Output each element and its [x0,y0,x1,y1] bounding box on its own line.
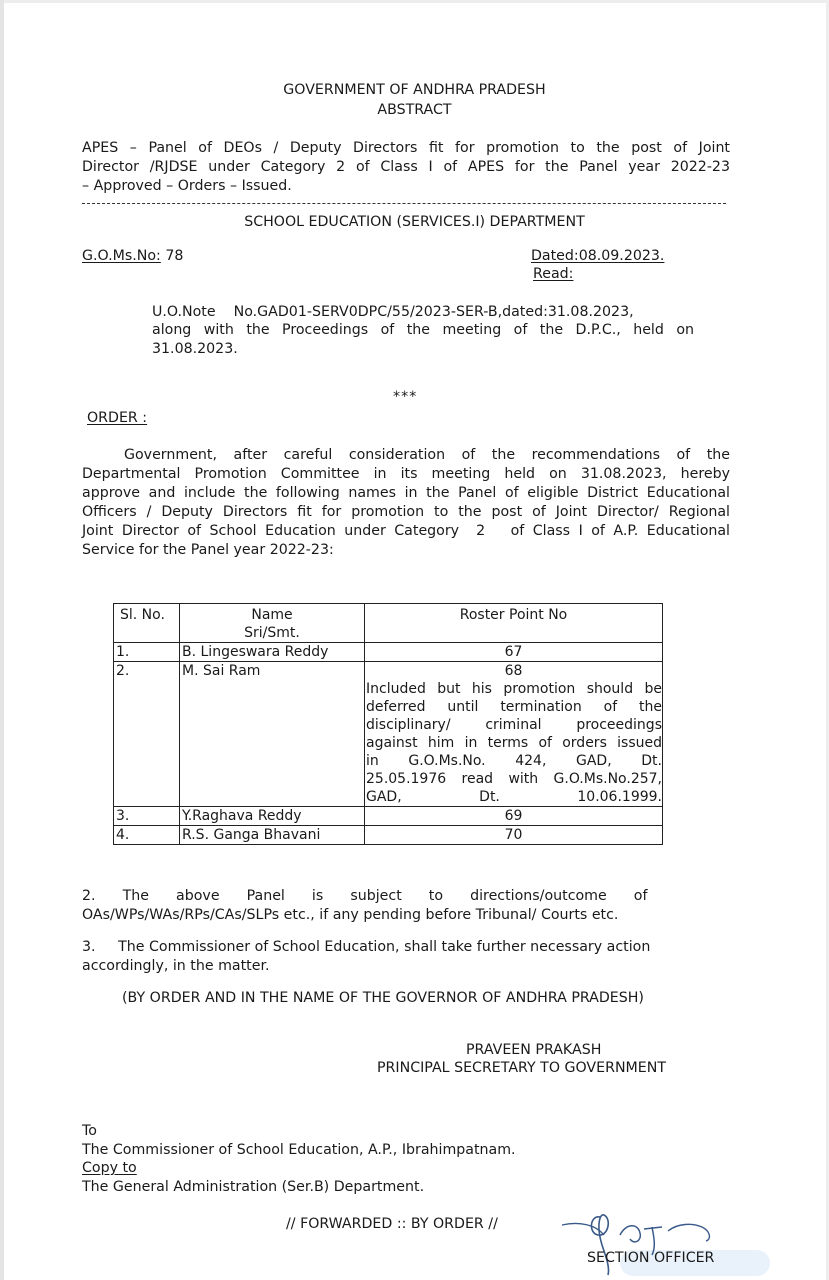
row-4-roster: 70 [365,826,663,845]
go-number-value: 78 [160,248,184,264]
remark-line: in G.O.Ms.No. 424, GAD, Dt. [366,753,662,769]
remark-line: GAD, Dt. 10.06.1999. [366,789,662,805]
row-3-name: Y.Raghava Reddy [180,807,365,826]
order-para-line-5: Joint Director of School Education under Category 2 of Class I of A.P. Educational [82,523,730,539]
row-1-name: B. Lingeswara Reddy [180,643,365,662]
row-1-sl: 1. [114,643,180,662]
handwritten-signature [560,1205,730,1280]
header-name-label: Name [251,607,293,623]
copy-to-label: Copy to [82,1160,137,1176]
row-3-sl: 3. [114,807,180,826]
header-name [180,604,365,643]
to-addressee: The Commissioner of School Education, A.P., Ibrahimpatnam. [82,1142,516,1158]
reference-line-2: along with the Proceedings of the meeting of the D.P.C., held on [152,322,694,338]
remark-line: disciplinary/ criminal proceedings [366,717,662,733]
subject-line-1: APES – Panel of DEOs / Deputy Directors fit for promotion to the post of Joint [82,140,730,156]
table-row [114,826,663,845]
order-para-line-6: Service for the Panel year 2022-23: [82,542,334,558]
row-2-name: M. Sai Ram [180,662,365,807]
row-2-roster-cell [365,662,663,807]
government-title: GOVERNMENT OF ANDHRA PRADESH [283,82,546,98]
subject-line-2: Director /RJDSE under Category 2 of Class I of APES for the Panel year 2022-23 [82,159,730,175]
row-4-name: R.S. Ganga Bhavani [180,826,365,845]
subject-line-3: – Approved – Orders – Issued. [82,178,292,194]
order-para-line-2: Departmental Promotion Committee in its meeting held on 31.08.2023, hereby [82,466,730,482]
order-para-line-1: Government, after careful consideration of the recommendations of the [124,447,730,463]
order-para-line-4: Officers / Deputy Directors fit for promotion to the post of Joint Director/ Regional [82,504,730,520]
header-sl-no: Sl. No. [114,604,180,643]
para-2-line-1: 2. The above Panel is subject to directions/outcome of [82,888,648,904]
remark-line: deferred until termination of the [366,699,662,715]
separator-dashed [82,203,726,204]
copy-to-addressee: The General Administration (Ser.B) Department. [82,1179,425,1195]
department-name: SCHOOL EDUCATION (SERVICES.I) DEPARTMENT [244,214,585,230]
to-label: To [82,1123,97,1139]
table-header-row [114,604,663,643]
para-3-line-1: 3. The Commissioner of School Education, shall take further necessary action [82,939,651,955]
remark-line: 25.05.1976 read with G.O.Ms.No.257, [366,771,662,787]
section-officer-label: SECTION OFFICER [587,1250,715,1266]
header-name-sub: Sri/Smt. [244,625,300,641]
signatory-designation: PRINCIPAL SECRETARY TO GOVERNMENT [377,1060,667,1076]
row-3-roster: 69 [365,807,663,826]
panel-table [113,603,663,845]
table-row [114,807,663,826]
order-heading: ORDER : [87,410,148,426]
order-para-line-3: approve and include the following names in the Panel of eligible District Educational [82,485,730,501]
reference-line-3: 31.08.2023. [152,341,238,357]
table-row [114,643,663,662]
abstract-heading: ABSTRACT [377,102,452,118]
go-number [82,247,183,265]
row-2-roster: 68 [504,663,523,679]
row-2-sl: 2. [114,662,180,807]
reference-line-1: U.O.Note No.GAD01-SERV0DPC/55/2023-SER-B,dated:31.08.2023, [152,304,634,320]
forwarded-line: // FORWARDED :: BY ORDER // [286,1216,498,1232]
go-date: Dated:08.09.2023. [531,248,665,264]
remark-line: against him in terms of orders issued [366,735,662,751]
separator-stars: *** [393,389,418,405]
read-label: Read: [533,266,574,282]
para-2-line-2: OAs/WPs/WAs/RPs/CAs/SLPs etc., if any pending before Tribunal/ Courts etc. [82,907,619,923]
go-number-label: G.O.Ms.No: [82,248,161,264]
row-4-sl: 4. [114,826,180,845]
para-3-line-2: accordingly, in the matter. [82,958,270,974]
table-row [114,662,663,807]
signatory-name: PRAVEEN PRAKASH [466,1042,602,1058]
remark-line: Included but his promotion should be [366,681,662,697]
header-roster-point: Roster Point No [365,604,663,643]
row-1-roster: 67 [365,643,663,662]
by-order-line: (BY ORDER AND IN THE NAME OF THE GOVERNOR OF ANDHRA PRADESH) [122,990,644,1006]
